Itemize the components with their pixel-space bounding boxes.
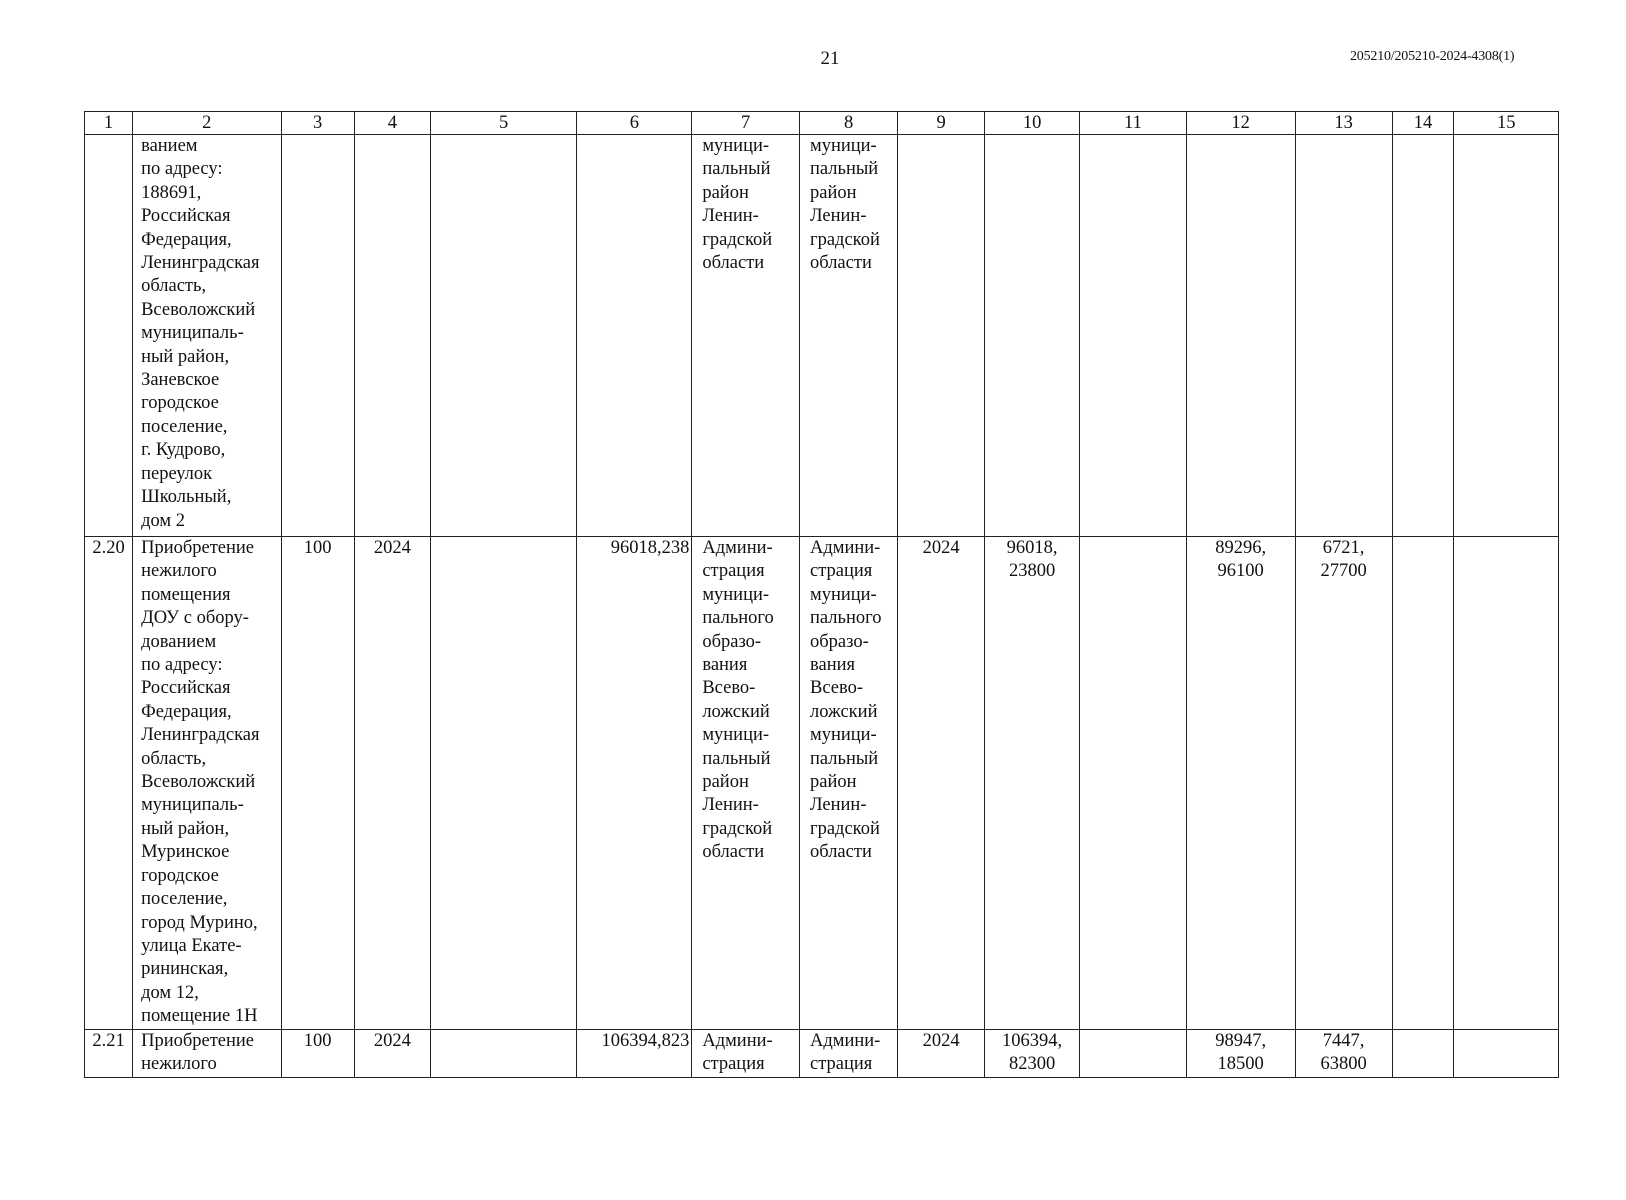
cell-col5 [431, 135, 577, 537]
column-header: 9 [898, 112, 985, 135]
table-row [85, 537, 1559, 1030]
column-header: 5 [431, 112, 577, 135]
cell-col11 [1080, 135, 1187, 537]
column-header: 7 [692, 112, 800, 135]
column-header: 1 [85, 112, 133, 135]
cell-col7: Админи- страция [692, 1030, 800, 1078]
cell-col4 [354, 135, 430, 537]
column-header: 4 [354, 112, 430, 135]
data-table [84, 111, 1559, 1078]
cell-col14 [1392, 135, 1454, 537]
cell-col13 [1295, 135, 1392, 537]
cell-col15 [1454, 537, 1559, 1030]
cell-col15 [1454, 1030, 1559, 1078]
table-row [85, 1030, 1559, 1078]
column-header: 8 [800, 112, 898, 135]
cell-col4: 2024 [354, 1030, 430, 1078]
cell-col6: 106394,823 [577, 1030, 692, 1078]
cell-col15 [1454, 135, 1559, 537]
column-header: 11 [1080, 112, 1187, 135]
cell-col11 [1080, 537, 1187, 1030]
cell-col10 [985, 135, 1080, 537]
column-header: 15 [1454, 112, 1559, 135]
cell-col8: Админи- страция муници- пального образо- вания Всево- ложский муници- пальный район Ленин- градской области [800, 537, 898, 1030]
cell-col14 [1392, 537, 1454, 1030]
column-header: 6 [577, 112, 692, 135]
cell-col13: 6721, 27700 [1295, 537, 1392, 1030]
cell-col14 [1392, 1030, 1454, 1078]
cell-col7: муници- пальный район Ленин- градской области [692, 135, 800, 537]
cell-col9: 2024 [898, 1030, 985, 1078]
column-header: 12 [1186, 112, 1295, 135]
cell-col11 [1080, 1030, 1187, 1078]
object-description-cell: ванием по адресу: 188691, Российская Федерация, Ленинградская область, Всеволожский муниципаль- ный район, Заневское городское поселение, г. Кудрово, переулок Школьный, дом 2 [133, 135, 281, 537]
cell-col6: 96018,238 [577, 537, 692, 1030]
cell-col3 [281, 135, 354, 537]
row-number-cell: 2.21 [85, 1030, 133, 1078]
cell-col8: муници- пальный район Ленин- градской области [800, 135, 898, 537]
column-header: 3 [281, 112, 354, 135]
cell-col9: 2024 [898, 537, 985, 1030]
cell-col6 [577, 135, 692, 537]
column-header: 10 [985, 112, 1080, 135]
cell-col7: Админи- страция муници- пального образо- вания Всево- ложский муници- пальный район Ленин- градской области [692, 537, 800, 1030]
column-header: 13 [1295, 112, 1392, 135]
row-number-cell: 2.20 [85, 537, 133, 1030]
cell-col8: Админи- страция [800, 1030, 898, 1078]
cell-col12: 98947, 18500 [1186, 1030, 1295, 1078]
cell-col4: 2024 [354, 537, 430, 1030]
cell-col10: 106394, 82300 [985, 1030, 1080, 1078]
page-number: 21 [820, 48, 840, 69]
table-row [85, 135, 1559, 537]
cell-col5 [431, 1030, 577, 1078]
cell-col3: 100 [281, 1030, 354, 1078]
cell-col12 [1186, 135, 1295, 537]
column-header: 14 [1392, 112, 1454, 135]
column-header: 2 [133, 112, 281, 135]
header-row [85, 112, 1559, 135]
cell-col9 [898, 135, 985, 537]
object-description-cell: Приобретение нежилого помещения ДОУ с обору- дованием по адресу: Российская Федерация, Ленинградская область, Всеволожский муниципаль- ный район, Муринское городское поселение, город Мурино, улица Екате- рининская, дом 12, помещение 1Н [133, 537, 281, 1030]
object-description-cell: Приобретение нежилого [133, 1030, 281, 1078]
cell-col3: 100 [281, 537, 354, 1030]
cell-col5 [431, 537, 577, 1030]
cell-col10: 96018, 23800 [985, 537, 1080, 1030]
cell-col12: 89296, 96100 [1186, 537, 1295, 1030]
document-id: 205210/205210-2024-4308(1) [1350, 49, 1515, 64]
cell-col13: 7447, 63800 [1295, 1030, 1392, 1078]
row-number-cell [85, 135, 133, 537]
